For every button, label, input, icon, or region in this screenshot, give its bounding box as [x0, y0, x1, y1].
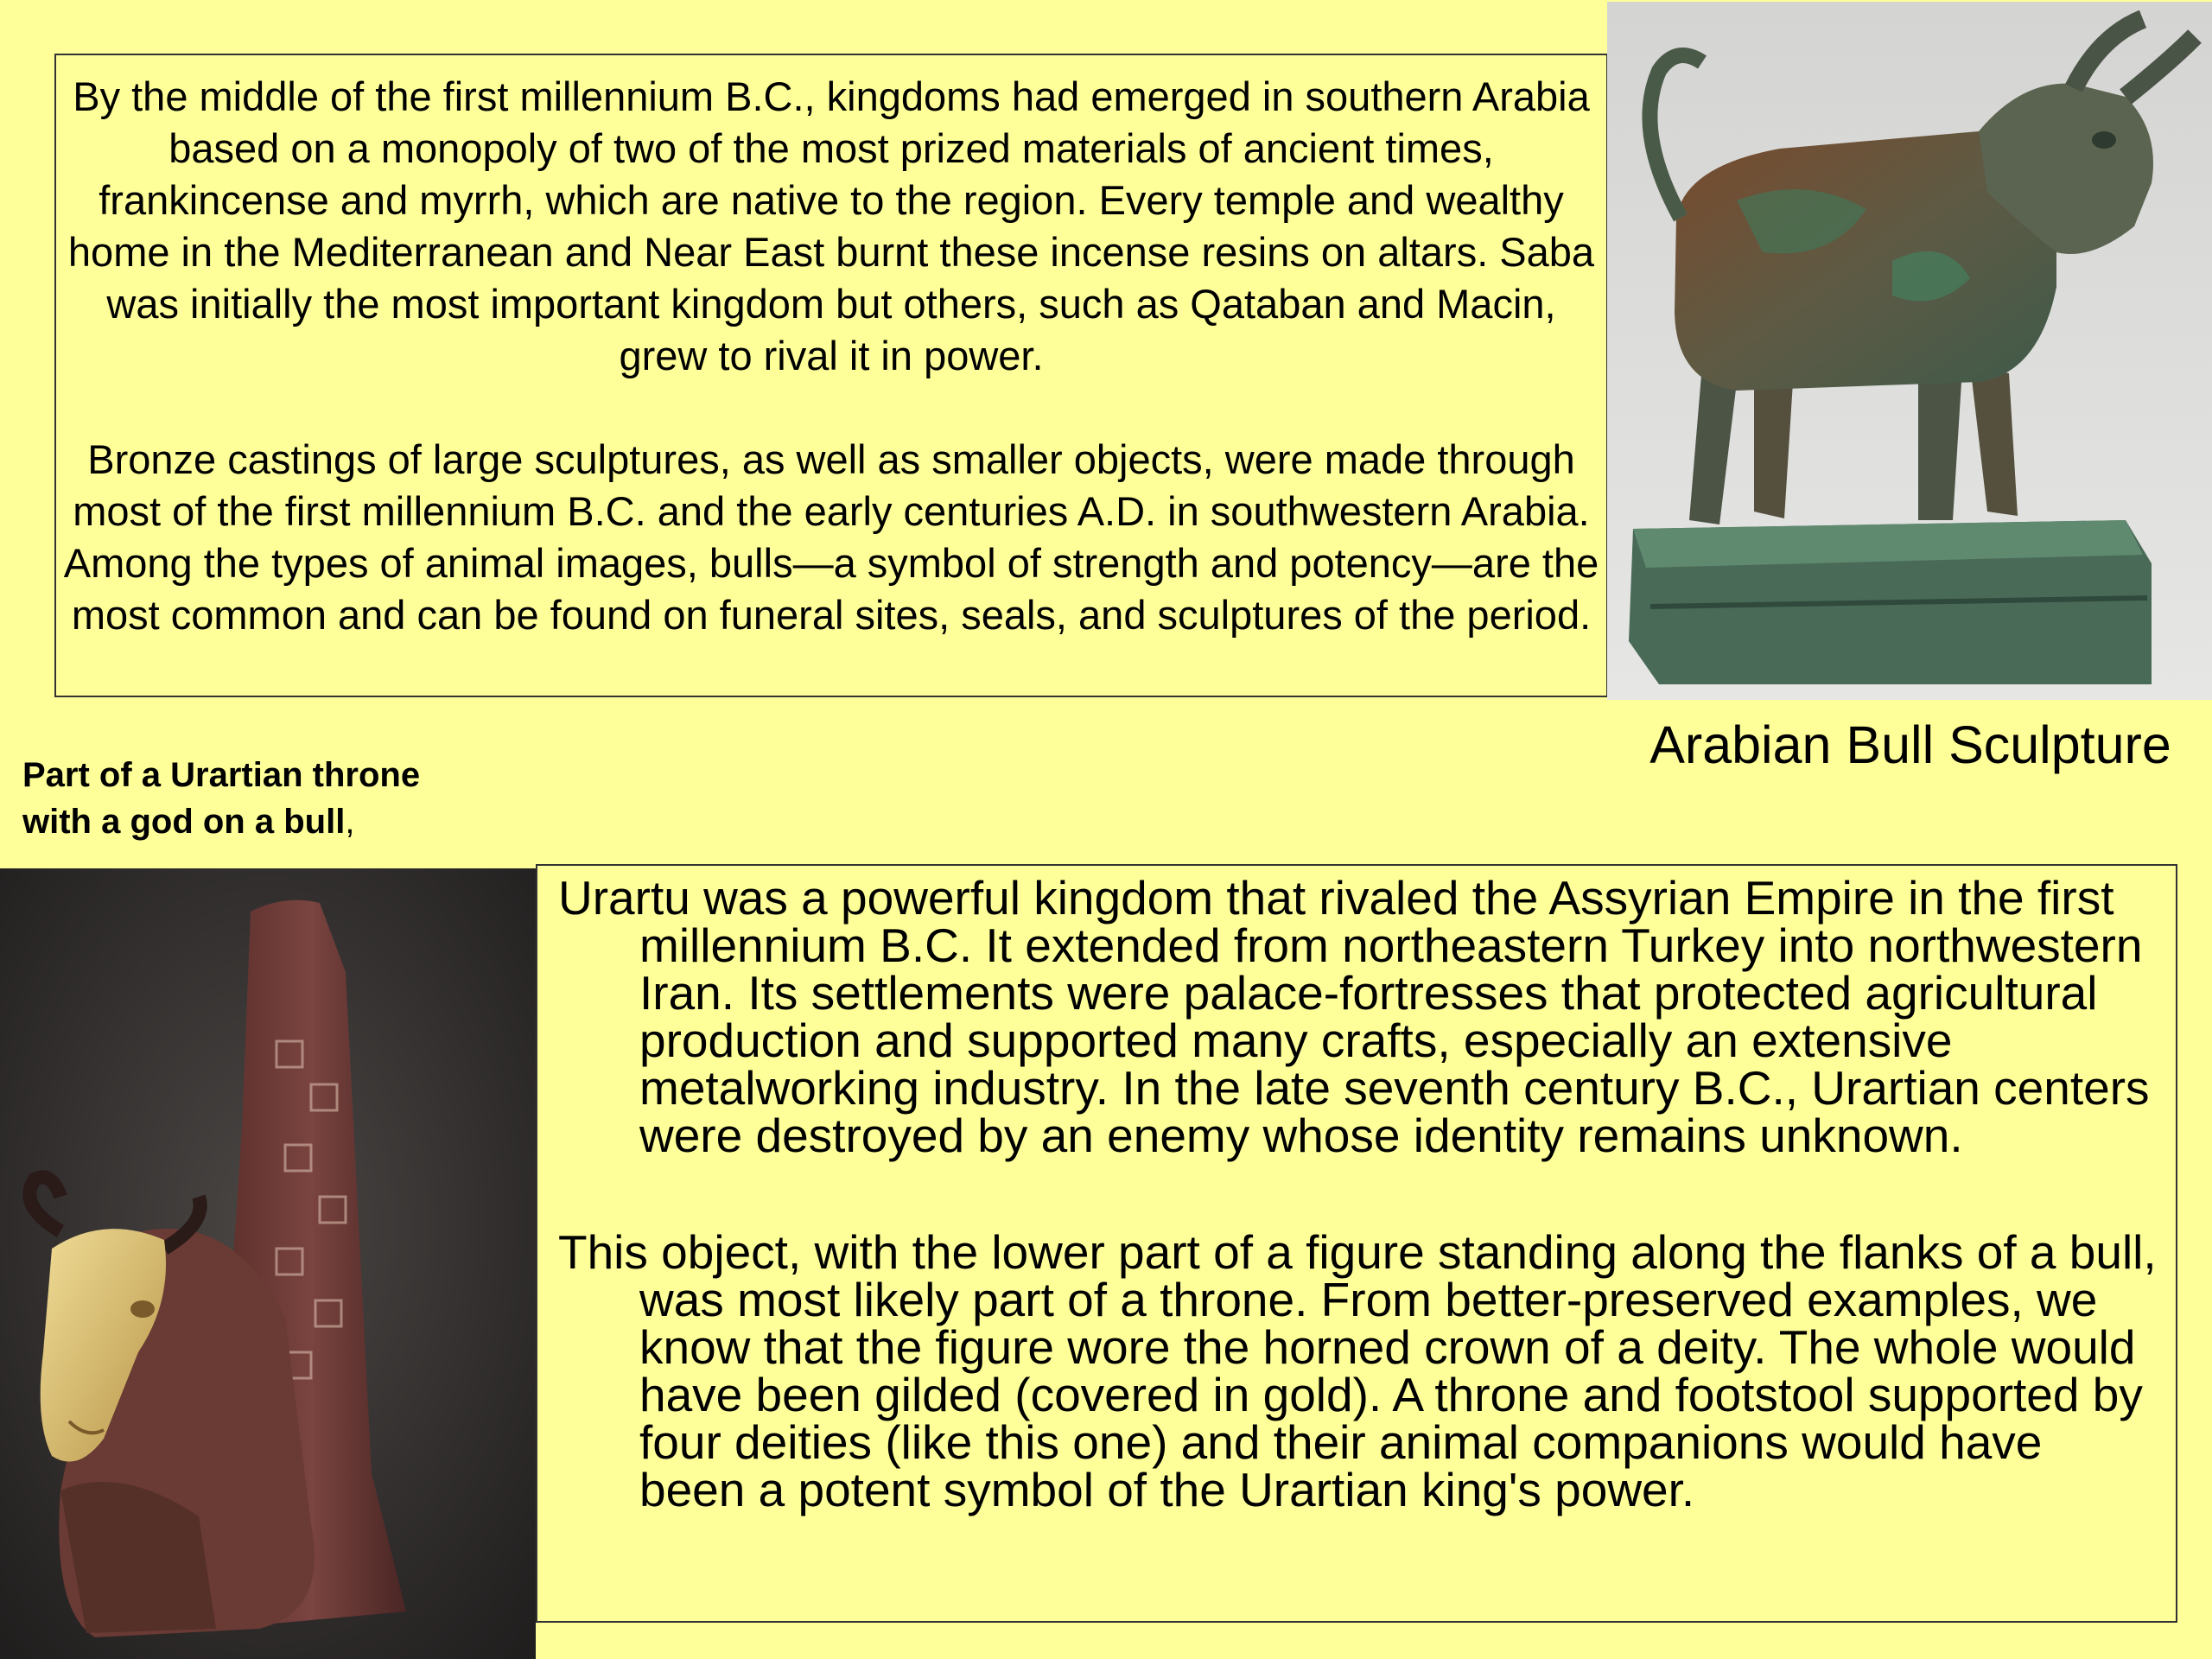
throne-caption-comma: , — [345, 803, 355, 841]
urartu-paragraph-2: This object, with the lower part of a figure standing along the flanks of a bull, was most likely part of a throne. From better-preserved examples, we know that the figure wore the horned crown of a deity. The whole would have been gilded (covered in gold). A throne and footstool supported by four deities (like this one) and their animal companions would have been a potent symbol of the Urartian king's power. — [558, 1225, 2157, 1516]
urartian-throne-caption — [22, 752, 541, 845]
urartu-text-box — [536, 864, 2177, 1623]
arabian-bull-photo — [1607, 2, 2212, 700]
arabia-paragraph-2: Bronze castings of large sculptures, as well as smaller objects, were made through most of the first millennium B.C. and the early centuries A.D. in southwestern Arabia. Among the types of animal images, bulls—a symbol of strength and potency—are the most common and can be found on funeral sites, seals, and sculptures of the period. — [63, 436, 1599, 638]
throne-caption-line-1: Part of a Urartian throne — [22, 756, 421, 794]
throne-caption-line-2: with a god on a bull — [22, 803, 346, 841]
arabia-paragraph-1: By the middle of the first millennium B.C., kingdoms had emerged in southern Arabia based on a monopoly of two of the most prized materials of ancient times, frankincense and myrrh, which are native to the region. Every temple and wealthy home in the Mediterranean and Near East burnt these incense resins on altars. Saba was initially the most important kingdom but others, such as Qataban and Macin, grew to rival it in power. — [67, 73, 1595, 378]
urartian-throne-photo — [0, 868, 536, 1659]
arabian-bull-caption: Arabian Bull Sculpture — [1649, 715, 2171, 774]
urartu-paragraph-1: Urartu was a powerful kingdom that rivaled the Assyrian Empire in the first millennium B.C. It extended from northeastern Turkey into northwestern Iran. Its settlements were palace-fortresses that protected agricultural production and supported many crafts, especially an extensive metalworking industry. In the late seventh century B.C., Urartian centers were destroyed by an enemy whose identity remains unknown. — [558, 871, 2150, 1162]
arabia-text-box — [54, 54, 1608, 697]
